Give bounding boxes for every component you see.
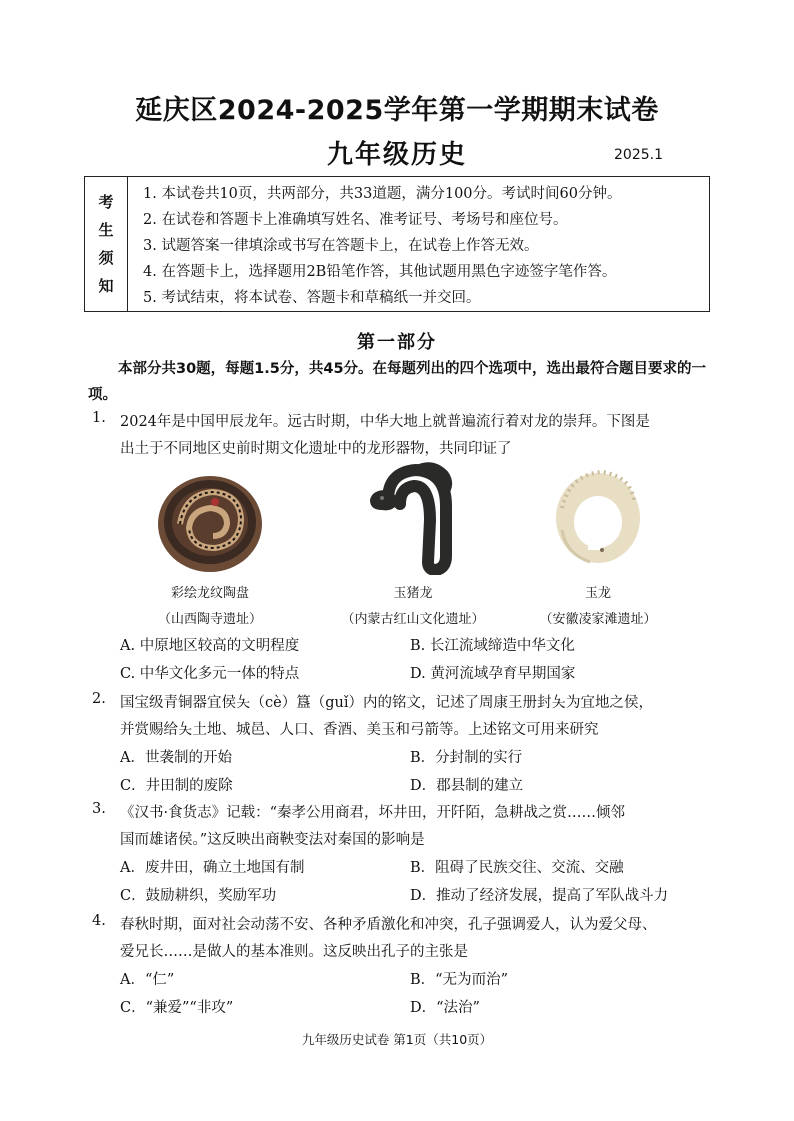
- image-caption: 玉猪龙: [393, 586, 433, 601]
- exam-date: 2025.1: [614, 147, 663, 163]
- notice-label-char: 考: [98, 193, 114, 211]
- page-footer: 九年级历史试卷 第1页（共10页）: [301, 1032, 493, 1047]
- option-a: A．废井田，确立土地国有制: [120, 860, 305, 876]
- part-instructions: 本部分共30题，每题1.5分，共45分。在每题列出的四个选项中，选出最符合题目要求的一项。: [88, 361, 707, 403]
- option-d: D. 黄河流域孕育早期国家: [410, 666, 576, 682]
- image-site: （山西陶寺遗址）: [157, 612, 262, 627]
- option-c: C．鼓励耕织，奖励军功: [120, 888, 277, 904]
- part-title: 第一部分: [357, 332, 437, 353]
- image-caption: 玉龙: [584, 586, 611, 601]
- painted-pottery-plate-image: [155, 466, 265, 576]
- image-site: （内蒙古红山文化遗址）: [341, 612, 485, 627]
- question-text: 国而雄诸侯。”这反映出商鞅变法对秦国的影响是: [120, 832, 425, 848]
- option-c: C．井田制的废除: [120, 778, 233, 794]
- option-d: D．郡县制的建立: [410, 778, 524, 794]
- option-b: B. 长江流域缔造中华文化: [410, 638, 575, 654]
- option-a: A．世袭制的开始: [120, 750, 232, 766]
- notice-label-char: 生: [98, 221, 114, 239]
- notice-label: [85, 177, 128, 311]
- notice-label-char: 须: [98, 249, 114, 267]
- question-text: 出土于不同地区史前时期文化遗址中的龙形器物，共同印证了: [120, 441, 512, 457]
- option-b: B．分封制的实行: [410, 750, 523, 766]
- image-caption: 彩绘龙纹陶盘: [170, 586, 249, 601]
- jade-pig-dragon-image: [358, 460, 468, 575]
- notice-item: 4. 在答题卡上，选择题用2B铅笔作答，其他试题用黑色字迹签字笔作答。: [143, 264, 617, 280]
- question-text: 并赏赐给夨土地、城邑、人口、香酒、美玉和弓箭等。上述铭文可用来研究: [120, 722, 599, 738]
- notice-items: [143, 181, 621, 311]
- question-number: 4.: [92, 913, 106, 929]
- image-site: （安徽凌家滩遗址）: [539, 612, 657, 627]
- question-text: 2024年是中国甲辰龙年。远古时期，中华大地上就普遍流行着对龙的崇拜。下图是: [120, 414, 650, 430]
- option-d: D．推动了经济发展，提高了军队战斗力: [410, 888, 669, 904]
- question-number: 1.: [92, 410, 106, 426]
- notice-label-char: 知: [98, 277, 114, 295]
- option-a: A．“仁”: [120, 972, 175, 988]
- question-text: 爱兄长……是做人的基本准则。这反映出孔子的主张是: [120, 944, 468, 960]
- option-a: A. 中原地区较高的文明程度: [120, 638, 300, 654]
- option-b: B．“无为而治”: [410, 972, 508, 988]
- notice-item: 5. 考试结束，将本试卷、答题卡和草稿纸一并交回。: [143, 290, 481, 306]
- exam-title: 延庆区2024-2025学年第一学期期末试卷: [135, 95, 659, 126]
- option-b: B．阻碍了民族交往、交流、交融: [410, 860, 624, 876]
- option-d: D．“法治”: [410, 1000, 480, 1016]
- question-text: 《汉书·食货志》记载：“秦孝公用商君，坏井田，开阡陌，急耕战之赏……倾邻: [120, 805, 626, 821]
- question-text: 国宝级青铜器宜侯夨（cè）簋（guǐ）内的铭文，记述了周康王册封夨为宜地之侯，: [120, 695, 653, 711]
- question-number: 2.: [92, 691, 106, 707]
- notice-box: [84, 176, 710, 312]
- option-c: C．“兼爱”“非攻”: [120, 1000, 234, 1016]
- notice-item: 1. 本试卷共10页，共两部分，共33道题，满分100分。考试时间60分钟。: [143, 186, 622, 202]
- jade-dragon-image: [548, 460, 648, 570]
- question-text: 春秋时期，面对社会动荡不安、各种矛盾激化和冲突，孔子强调爱人，认为爱父母、: [120, 917, 657, 933]
- question-number: 3.: [92, 801, 106, 817]
- option-c: C. 中华文化多元一体的特点: [120, 666, 300, 682]
- notice-item: 3. 试题答案一律填涂或书写在答题卡上，在试卷上作答无效。: [143, 238, 539, 254]
- exam-subtitle: 九年级历史: [326, 140, 467, 170]
- notice-item: 2. 在试卷和答题卡上准确填写姓名、准考证号、考场号和座位号。: [143, 212, 568, 228]
